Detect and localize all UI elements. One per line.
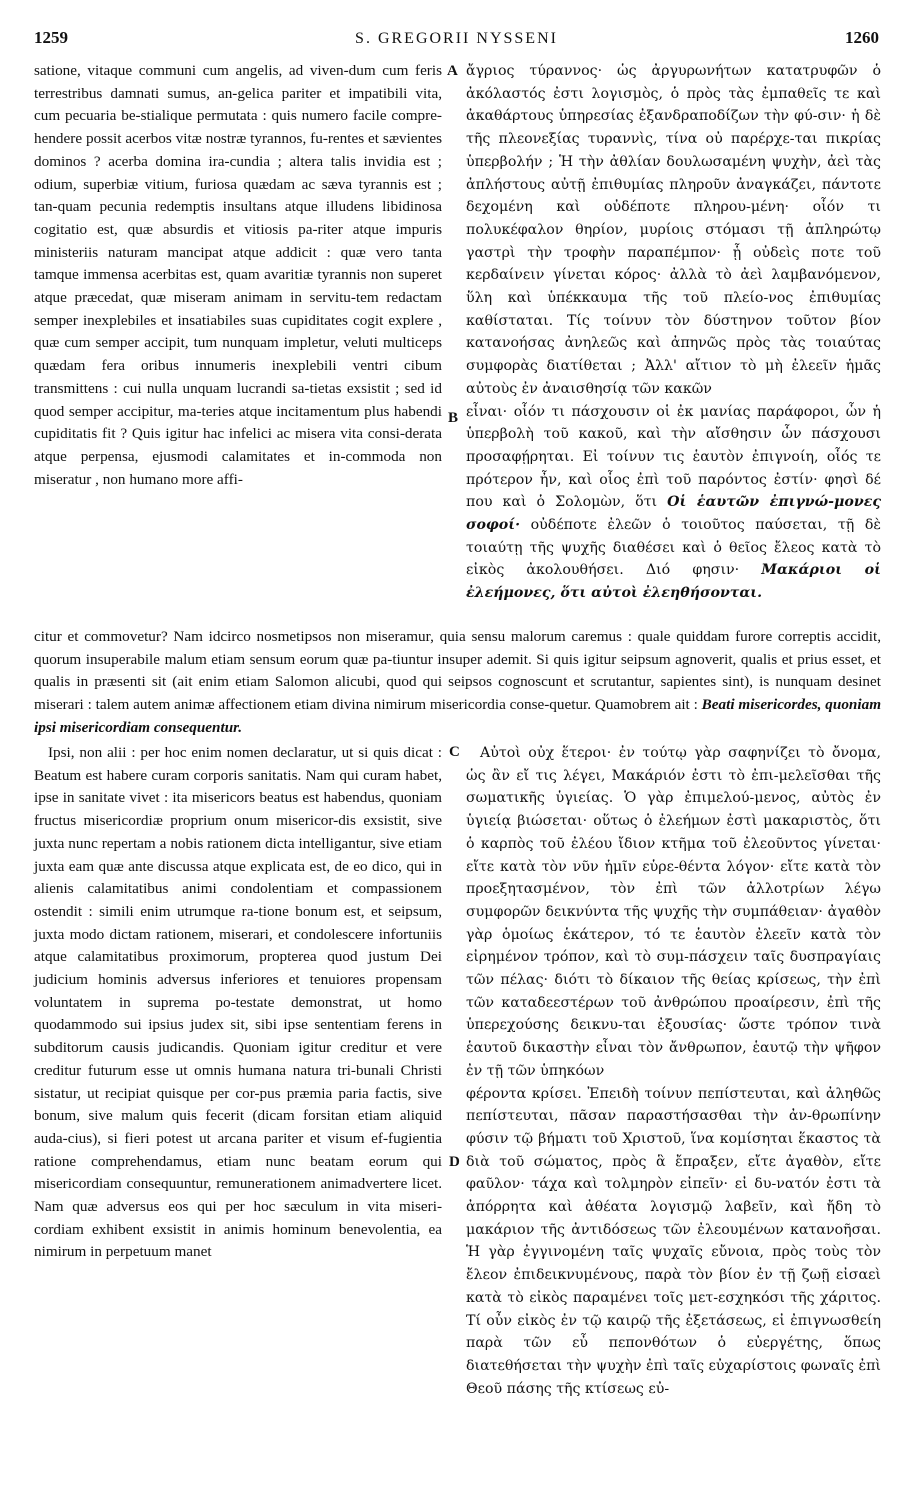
greek-paragraph-bottom-2: φέροντα κρίσει. Ἐπειδὴ τοίνυν πεπίστευται, καὶ ἀληθῶς πεπίστευται, πᾶσαν παραστήσασθαι τὴν ἀν-θρωπίνην φύσιν τῷ βήματι τοῦ Χριστοῦ, ἵνα κομίσηται ἕκαστος τὰ διὰ τοῦ σώματος, πρὸς ἃ ἔπραξεν, εἴτε ἀγαθὸν, εἴτε φαῦλον· τάχα καὶ τολμηρὸν εἰπεῖν· εἰ δυ-νατόν ἐστι τὰ ἀπόρρητα καὶ ἀθέατα λογισμῷ λαβεῖν, καὶ ἤδη τὸ μακάριον τῆς ἀντιδόσεως τῶν ἐλεουμένων κατανοῆσαι. Ἡ γὰρ ἐγγινομένη ταῖς ψυχαῖς εὔνοια, πρὸς τοὺς τὸν ἔλεον ἐπιδεικνυμένους, παρὰ τὸν βίον ἐν τῇ ζωῇ εἰσαεὶ κατὰ τὸ εἰκὸς παραμένει τοῖς μετ-εσχηκόσι τῆς χάριτος. Τί οὖν εἰκὸς ἐν τῷ καιρῷ τῆς ἐξετάσεως, εἰ ἐπιγνωσθείη παρὰ τῶν εὖ πεπονθότων ὁ εὐεργέτης, ὅπως διατεθήσεται τὴν ψυχὴν ἐπὶ ταῖς εὐχαρίστοις φωναῖς ἐπὶ Θεοῦ πάσης τῆς κτίσεως εὐ- [466, 1085, 881, 1397]
greek-column-bottom [466, 742, 881, 1400]
greek-column-top [466, 60, 881, 605]
greek-text-2: εἶναι· οἷόν τι πάσχουσιν οἱ ἐκ μανίας παράφοροι, ὧν ἡ ὑπερβολὴ τοῦ κακοῦ, καὶ τὴν αἴσθησιν ὧν πάσχουσι προσαφῄρηται. Εἰ τοίνυν τις ἑαυτὸν ἐπιγνοίη, οἷός τε πρότερον ἦν, καὶ οἷος ἐπὶ τοῦ παρόντος ἐστίν· φησὶ δέ που καὶ ὁ Σολομὼν, ὅτι [466, 403, 881, 511]
greek-paragraph-top-1: ἄγριος τύραννος· ὡς ἀργυρωνήτων κατατρυφῶν ὁ ἀκόλαστός ἐστι λογισμὸς, ὁ πρὸς τὰς ἐμπαθεῖς τε καὶ ἀκαθάρτους ὑπηρεσίας ἐξανδραποδίζων τὴν φύ-σιν· ἡ δὲ τῆς πλεονεξίας τυραννὶς, τίνα οὐ παρέρχε-ται πικρίας ὑπερβολήν ; Ἡ τὴν ἀθλίαν δουλωσαμένη ψυχὴν, ἀεὶ τὰς ἀπλήστους αὐτῇ ἐπιθυμίας πληροῦν ἀναγκάζει, πάντοτε δεχομένη καὶ οὐδέποτε πληρου-μένη· οἷόν τι πολυκέφαλον θηρίον, μυρίοις στόμασι τῇ ἀπληρώτῳ γαστρὶ τὴν τροφὴν παραπέμπον· ᾗ οὐδεὶς ποτε τοῦ κερδαίνειν γίνεται κόρος· ἀλλὰ τὸ ἀεὶ λαμβανόμενον, ὕλη καὶ ὑπέκκαυμα τῆς τοῦ πλείο-νος ἐπιθυμίας καθίσταται. Τίς τοίνυν τὸν δύστηνον τοῦτον βίον κατανοήσας ἀνηλεῶς καὶ ἀπηνῶς πρὸς τὰς τοιαύτας συμφορὰς διατίθεται ; Ἀλλ' αἴτιον τὸ μὴ ἐλεεῖν ἡμᾶς αὐτοὺς ἐν ἀναισθησίᾳ τῶν κακῶν [466, 63, 881, 397]
greek-quote-solomon: Οἱ ἑαυτῶν ἐπιγνώ-μονες σοφοί· [466, 494, 882, 534]
page-header [34, 28, 879, 54]
section-marker-a: A [447, 63, 458, 79]
latin-full-body: citur et commovetur? Nam idcirco nosmetipsos non miseramur, quia sensu malorum caremus : quale quiddam furore correptis accidit, quorum insuperabile malum etiam sensum eorum quæ pa-tiuntur insuper ademit. Si quis igitur seipsum agnoverit, qualis et prius esset, et qualis in præsenti sit (ait enim etiam Salomon alicubi, quod qui seipsos cognoscunt et scrutantur, sapientes sint), is nunquam desinet miserari : talem autem animæ affectionem etiam divina nimirum misericordia conse-quetur. Quamobrem ait : [34, 628, 881, 714]
greek-paragraph-top-2 [466, 401, 881, 605]
section-marker-c: C [449, 744, 460, 760]
running-title: S. GREGORII NYSSENI [355, 30, 558, 47]
latin-column-bottom [34, 742, 442, 1264]
greek-quote-beatitude: Μακάριοι οἱ ἐλεήμονες, ὅτι αὐτοὶ ἐλεηθήσονται. [466, 562, 881, 602]
section-marker-b: B [448, 410, 459, 426]
page-number-left: 1259 [34, 28, 68, 47]
latin-full-width-paragraph [34, 626, 881, 740]
greek-paragraph-bottom-1: Αὐτοὶ οὐχ ἕτεροι· ἐν τούτῳ γὰρ σαφηνίζει τὸ ὄνομα, ὡς ἂν εἴ τις λέγει, Μακάριόν ἐστι τὸ ἐπι-μελεῖσθαι τῆς σωματικῆς ὑγιείας. Ὁ γὰρ ἐπιμελού-μενος, αὐτὸς ἐν ὑγιείᾳ βιώσεται· οὕτως ὁ ἐλεήμων ἐστὶ μακαριστὸς, ὅτι ὁ καρπὸς τοῦ ἐλέου ἴδιον κτῆμα τοῦ ἐλεοῦντος γίνεται· εἴτε κατὰ τὸν νῦν ἡμῖν εὑρε-θέντα λόγον· εἴτε κατὰ τὸν προεξητασμένον, τὸν ἐπὶ τῶν ἀλλοτρίων λέγω συμφορῶν δεικνύντα τῆς ψυχῆς τὴν συμπάθειαν· ἀγαθὸν γὰρ ὁμοίως ἑκάτερον, τό τε ἑαυτὸν ἐλεεῖν κατὰ τὸν εἰρημένον τρόπον, καὶ τὸ συμ-πάσχειν ταῖς δυσπραγίαις τῶν πέλας· διότι τὸ δίκαιον τῆς θείας κρίσεως, τὴν ἐπὶ τῶν καταδεεστέρων τοῦ ἀνθρώπου προαίρεσιν, ἐπὶ τῆς ὑπερεχούσης δεικνυ-ται ἐξουσίας· ὥστε τρόπον τινὰ ἑαυτοῦ δικαστὴν εἶναι τὸν ἄνθρωπον, ἑαυτῷ τὴν ψῆφον ἐν τῇ τῶν ὑπηκόων [466, 745, 881, 1079]
latin-full-text [34, 626, 881, 740]
latin-column-top [34, 60, 442, 491]
page-number-right: 1260 [845, 28, 879, 47]
section-marker-d: D [449, 1154, 460, 1170]
latin-paragraph-bottom: Ipsi, non alii : per hoc enim nomen declaratur, ut si quis dicat : Beatum est habere curam corporis sanitatis. Nam qui curam habet, ipse in sanitate vivet : ita misericors beatus est habendus, quoniam fructus misericordiæ proprium onum misericor-dis exsistit, sive juxta nunc repertam a nobis rationem dicta intelligantur, sive etiam juxta eam quæ ante discussa atque explicata est, de eo dico, qui in alienis calamitatibus animi condolentiam et compassionem ostendit : simili enim utrumque ra-tione bonum est, et seipsum, juxta modo dictam rationem, miserari, et condolescere infortuniis atque calamitatibus proximorum, propterea quod justum Dei judicium hominis adversus inferiores et tenuiores propensam voluntatem in suprema po-testate demonstrat, ut homo quodammodo sui ipsius judex sit, sibi ipse sententiam ferens in subditorum causis judicandis. Quoniam igitur creditur et vere creditur futurum esse ut omnis humana natura tri-bunali Christi sistatur, ut recipiat quisque per cor-pus præmia paria factis, sive bonum, sive malum quis fecerit (dicam forsitan etiam aliquid auda-cius), si fieri potest ut arcana pariter et visum ef-fugientia ratione comprehendamus, etiam nunc beatam eorum qui misericordiam consequuntur, remunerationem animadvertere licet. Nam quæ adversus eos qui per hoc sæculum in vita miseri-cordiam exhibent exsistit in animis hominum benevolentia, ea nimirum in perpetuum manet [34, 744, 442, 1261]
greek-text-3: οὐδέποτε ἐλεῶν ὁ τοιοῦτος παύσεται, τῇ δὲ τοιαύτῃ τῆς ψυχῆς διαθέσει καὶ ὁ θεῖος ἔλεος κατὰ τὸ εἰκὸς ἀκολουθήσει. Διό φησιν· [466, 517, 881, 579]
latin-quote-beatitude: Beati misericordes, quoniam ipsi misericordiam consequentur. [34, 696, 882, 736]
latin-paragraph-top: satione, vitaque communi cum angelis, ad viven-dum cum feris terrestribus damnati sumus, an-gelica pariter et impatibili vita, cum pecuaria be-stialique permutata : quis numero facile compre-hendere possit acerbos vitæ nostræ tyrannos, fu-rentes et sævientes dominos ? acerba domina ira-cundia ; altera talis invidia est ; odium, superbiæ vitium, furiosa quædam ac sæva tyrannis est ; tan-quam pecunia redemptis insultans atque illudens libidinosa cogitatio est, quæ absurdis et vitiosis pa-riter atque impuris ministeriis naturam mancipat atque addicit : quæ vero tanta tamque immensa acerbitas est, quam avaritiæ tyrannis non superet atque præcedat, quæ miseram animam in servitu-tem redactam semper inexplebiles et insatiabiles suas cupiditates cogit explere , quæ cum semper accipit, tum nunquam impletur, veluti multiceps quædam fera oribus innumeris inexplebili ventri cibum transmittens : cui nulla unquam lucrandi sa-tietas exsistit ; sed id quod semper accipitur, ma-teries atque incitamentum plus habendi cupiditatis fit ? Quis igitur hac infelici ac misera vita consi-derata atque perpensa, ejusmodi calamitates et in-commoda non miseratur , non humano more affi- [34, 62, 442, 488]
